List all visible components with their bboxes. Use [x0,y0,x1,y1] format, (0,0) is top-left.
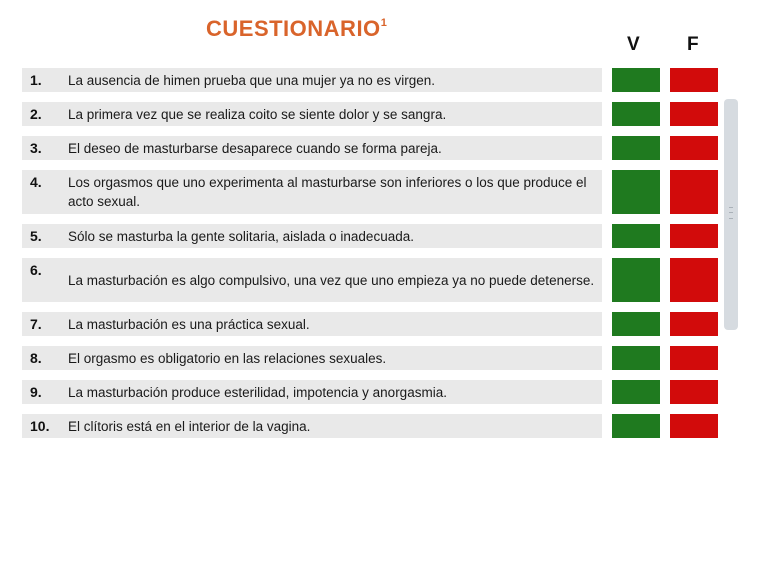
true-answer-box[interactable] [612,170,660,214]
question-row [22,224,722,248]
false-answer-box[interactable] [670,136,718,160]
question-number: 9. [30,384,42,400]
true-answer-box[interactable] [612,68,660,92]
question-cell [22,68,602,92]
question-text: La ausencia de himen prueba que una mujer ya no es virgen. [68,72,435,88]
question-number: 4. [30,174,42,190]
false-answer-box[interactable] [670,170,718,214]
question-cell [22,224,602,248]
true-answer-box[interactable] [612,346,660,370]
title-footnote: 1 [380,16,388,29]
question-text: La masturbación es algo compulsivo, una vez que uno empieza ya no puede detenerse. [68,272,595,288]
true-answer-box[interactable] [612,136,660,160]
question-text: La masturbación produce esterilidad, impotencia y anorgasmia. [68,384,447,400]
question-number: 3. [30,140,42,156]
vertical-scrollbar[interactable] [724,99,738,330]
question-cell [22,380,602,404]
true-answer-box[interactable] [612,258,660,302]
true-answer-box[interactable] [612,312,660,336]
question-text: El orgasmo es obligatorio en las relaciones sexuales. [68,350,387,366]
question-cell [22,102,602,126]
false-answer-box[interactable] [670,346,718,370]
question-text: El clítoris está en el interior de la vagina. [68,418,311,434]
question-row [22,136,722,160]
question-number: 1. [30,72,42,88]
question-text: Los orgasmos que uno experimenta al masturbarse son inferiores o los que produce el acto sexual. [68,175,587,209]
question-row [22,312,722,336]
question-cell [22,312,602,336]
column-header-v: V [627,34,640,55]
question-cell [22,346,602,370]
question-number: 2. [30,106,42,122]
false-answer-box[interactable] [670,414,718,438]
question-cell [22,258,602,302]
question-row [22,380,722,404]
question-number: 8. [30,350,42,366]
true-answer-box[interactable] [612,414,660,438]
question-row [22,170,722,214]
false-answer-box[interactable] [670,224,718,248]
questionnaire-list [22,68,722,438]
question-row [22,102,722,126]
question-text: El deseo de masturbarse desaparece cuando se forma pareja. [68,140,442,156]
scrollbar-grip-icon[interactable] [729,207,733,219]
question-number: 6. [30,262,42,278]
question-row [22,414,722,438]
page-title: CUESTIONARIO$^1$ [206,16,388,41]
question-text: Sólo se masturba la gente solitaria, aislada o inadecuada. [68,228,414,244]
question-cell [22,136,602,160]
question-cell [22,414,602,438]
true-answer-box[interactable] [612,380,660,404]
question-text: La masturbación es una práctica sexual. [68,316,310,332]
true-answer-box[interactable] [612,224,660,248]
question-row [22,346,722,370]
false-answer-box[interactable] [670,102,718,126]
question-number: 7. [30,316,42,332]
false-answer-box[interactable] [670,380,718,404]
false-answer-box[interactable] [670,68,718,92]
question-text: La primera vez que se realiza coito se siente dolor y se sangra. [68,106,447,122]
question-row [22,68,722,92]
false-answer-box[interactable] [670,258,718,302]
column-header-f: F [687,34,699,55]
true-answer-box[interactable] [612,102,660,126]
question-number: 5. [30,228,42,244]
question-cell [22,170,602,214]
question-row [22,258,722,302]
false-answer-box[interactable] [670,312,718,336]
question-number: 10. [30,418,50,434]
